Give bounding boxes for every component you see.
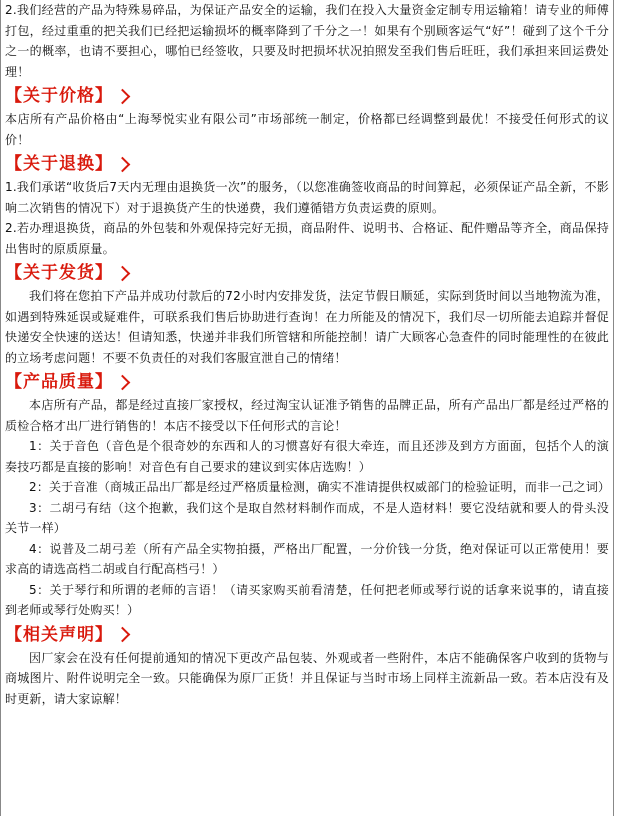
shipping-section-heading bbox=[5, 261, 609, 285]
chevron-right-icon bbox=[115, 627, 131, 643]
quality-item-3: 3：二胡弓有结（这个抱歉，我们这个是取自然材料制作而成，不是人造材料！要它没结就和要人的骨头没关节一样） bbox=[5, 500, 609, 535]
shipping-heading-text: 【关于发货】 bbox=[5, 263, 113, 283]
price-paragraph: 本店所有产品价格由“上海琴悦实业有限公司”市场部统一制定，价格都已经调整到最优！不接受任何形式的议价！ bbox=[5, 112, 609, 147]
statement-heading-text: 【相关声明】 bbox=[5, 624, 113, 645]
chevron-right-icon bbox=[115, 156, 131, 172]
chevron-right-icon bbox=[115, 374, 131, 390]
returns-item-2: 2.若办理退换货，商品的外包装和外观保持完好无损，商品附件、说明书、合格证、配件赠品等齐全，商品保持出售时的原质原量。 bbox=[5, 221, 609, 256]
price-heading-text: 【关于价格】 bbox=[5, 86, 113, 106]
statement-paragraph: 因厂家会在没有任何提前通知的情况下更改产品包装、外观或者一些附件，本店不能确保客户收到的货物与商城图片、附件说明完全一致。只能确保为原厂正货！并且保证与当时市场上同样主流新品一致。若本店没有及时更新，请大家谅解！ bbox=[5, 650, 609, 706]
quality-item-5: 5：关于琴行和所谓的老师的言语！（请买家购买前看清楚，任何把老师或琴行说的话拿来说事的，请直接到老师或琴行处购买！） bbox=[5, 582, 609, 617]
quality-section-heading bbox=[5, 370, 609, 394]
chevron-right-icon bbox=[115, 88, 131, 104]
chevron-right-icon bbox=[115, 265, 131, 281]
quality-intro: 本店所有产品，都是经过直接厂家授权，经过淘宝认证准予销售的品牌正品，所有产品出厂都是经过严格的质检合格才出厂进行销售的！本店不接受以下任何形式的言论！ bbox=[5, 398, 609, 433]
statement-section-heading bbox=[5, 623, 609, 647]
quality-item-2: 2：关于音准（商城正品出厂都是经过严格质量检测，确实不准请提供权威部门的检验证明，而非一己之词） bbox=[29, 480, 611, 494]
price-section-heading bbox=[5, 84, 609, 108]
returns-item-1: 1.我们承诺“收货后7天内无理由退换货一次”的服务，（以您准确签收商品的时间算起，必须保证产品全新，不影响二次销售的情况下）对于退换货产生的快递费，我们遵循错方负责运费的原则。 bbox=[5, 180, 609, 215]
shipping-paragraph: 我们将在您拍下产品并成功付款后的72小时内安排发货，法定节假日顺延，实际到货时间以当地物流为准，如遇到特殊延误或疑难件，可联系我们售后协助进行查询！在力所能及的情况下，我们尽一切所能去追踪并督促快递安全快速的送达！但请知悉，快递并非我们所管辖和所能控制！请广大顾客心急查件的同时能理性的在彼此的立场考虑问题！不要不负责任的对我们客服宣泄自己的情绪！ bbox=[5, 289, 609, 365]
quality-item-4: 4：说普及二胡弓差（所有产品全实物拍摄，严格出厂配置，一分价钱一分货，绝对保证可以正常使用！要求高的请选高档二胡或自行配高档弓！） bbox=[5, 541, 609, 576]
returns-heading-text: 【关于退换】 bbox=[5, 154, 113, 174]
shipping-safety-paragraph: 2.我们经营的产品为特殊易碎品，为保证产品安全的运输，我们在投入大量资金定制专用运输箱！请专业的师傅打包，经过重重的把关我们已经把运输损坏的概率降到了千分之一！如果有个别顾客运气“好”！碰到了这个千分之一的概率，也请不要担心，哪怕已经签收，只要及时把损坏状况拍照发至我们售后旺旺，我们承担来回运费处理！ bbox=[5, 3, 609, 79]
returns-section-heading bbox=[5, 152, 609, 176]
quality-heading-text: 【产品质量】 bbox=[5, 372, 113, 392]
quality-item-1: 1：关于音色（音色是个很奇妙的东西和人的习惯喜好有很大牵连，而且还涉及到方方面面，包括个人的演奏技巧都是直接的影响！对音色有自己要求的建议到实体店选购！） bbox=[5, 439, 609, 474]
